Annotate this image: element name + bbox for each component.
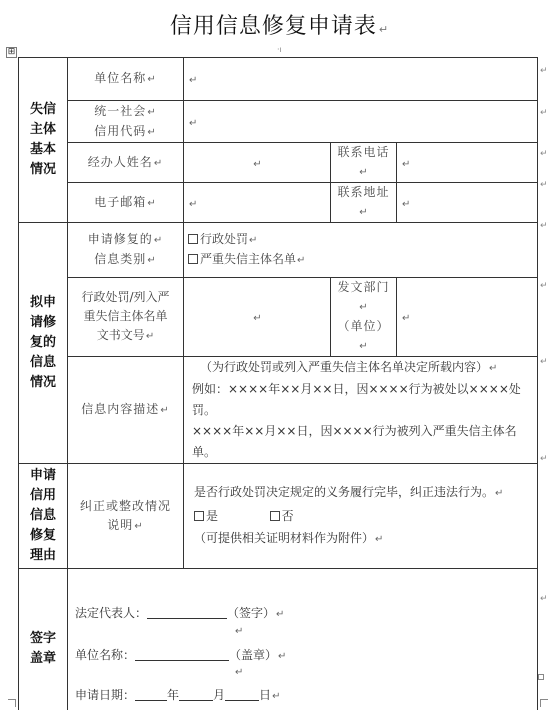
checkbox-icon[interactable] bbox=[188, 254, 198, 264]
option-no[interactable]: 否 bbox=[270, 509, 294, 523]
checkbox-icon[interactable] bbox=[194, 511, 204, 521]
document-number-field[interactable]: ↵ bbox=[184, 278, 331, 357]
table-move-handle-icon[interactable]: ⊞ bbox=[7, 47, 16, 57]
email-label: 电子邮箱↵ bbox=[68, 183, 184, 223]
checkbox-icon[interactable] bbox=[188, 234, 198, 244]
section-label-reason: 申请 信用 信息 修复 理由 bbox=[19, 464, 68, 569]
document-number-label: 行政处罚/列入严 重失信主体名单 文书文号↵ bbox=[68, 278, 184, 357]
option-yes[interactable]: 是 bbox=[194, 509, 218, 523]
address-label: 联系地址↵ bbox=[331, 183, 397, 223]
category-options bbox=[184, 223, 538, 278]
application-form-table bbox=[18, 57, 538, 710]
signature-area: 法定代表人： （签字）↵ ↵ 单位名称： （盖章）↵ ↵ 申请日期： 年 月 日↵ bbox=[68, 569, 538, 710]
application-date-row: 申请日期： 年 月 日↵ bbox=[75, 688, 281, 702]
page-corner-mark bbox=[540, 699, 548, 707]
email-field[interactable]: ↵ bbox=[184, 183, 331, 223]
paragraph-mark: ↵ bbox=[378, 23, 390, 36]
phone-field[interactable]: ↵ bbox=[397, 143, 538, 183]
table-resize-handle-icon[interactable] bbox=[538, 674, 544, 680]
phone-label: 联系电话↵ bbox=[331, 143, 397, 183]
unit-seal-row: 单位名称： （盖章）↵ bbox=[75, 648, 287, 662]
info-description-label: 信息内容描述↵ bbox=[68, 357, 184, 464]
address-field[interactable]: ↵ bbox=[397, 183, 538, 223]
checkbox-icon[interactable] bbox=[270, 511, 280, 521]
issuer-label: 发文部门↵ （单位）↵ bbox=[331, 278, 397, 357]
unit-name-field[interactable]: ↵ bbox=[184, 58, 538, 101]
issuer-field[interactable]: ↵ bbox=[397, 278, 538, 357]
legal-rep-row: 法定代表人： （签字）↵ bbox=[75, 606, 285, 620]
year-field[interactable] bbox=[135, 688, 167, 701]
day-field[interactable] bbox=[225, 688, 259, 701]
section-label-signature: 签字 盖章 bbox=[19, 569, 68, 710]
info-description-field[interactable]: （为行政处罚或列入严重失信主体名单决定所载内容）↵ 例如：××××年××月××日，因××××行为被处以××××处罚。 ××××年××月××日，因××××行为被列入严重失信主体名单。 bbox=[184, 357, 538, 464]
section-label-repair-info: 拟申 请修 复的 信息 情况 bbox=[19, 223, 68, 464]
month-field[interactable] bbox=[179, 688, 213, 701]
agent-name-label: 经办人姓名↵ bbox=[68, 143, 184, 183]
correction-label: 纠正或整改情况 说明↵ bbox=[68, 464, 184, 569]
correction-field: 是否行政处罚决定规定的义务履行完毕，纠正违法行为。↵ 是 否 （可提供相关证明材料作为附件）↵ bbox=[184, 464, 538, 569]
agent-name-field[interactable]: ↵ bbox=[184, 143, 331, 183]
form-title: 信用信息修复申请表 ↵ bbox=[169, 14, 390, 39]
credit-code-label: 统一社会↵ 信用代码↵ bbox=[68, 101, 184, 143]
cursor-mark: ·ı bbox=[277, 45, 282, 54]
option-serious-dishonesty-list[interactable]: 严重失信主体名单↵ bbox=[188, 250, 533, 270]
section-label-subject: 失信 主体 基本 情况 bbox=[19, 58, 68, 223]
unit-name-label: 单位名称↵ bbox=[68, 58, 184, 101]
unit-name-line[interactable] bbox=[135, 648, 229, 661]
page-corner-mark bbox=[8, 699, 16, 707]
legal-rep-signature-line[interactable] bbox=[147, 606, 227, 619]
credit-code-field[interactable]: ↵ bbox=[184, 101, 538, 143]
category-label: 申请修复的↵ 信息类别↵ bbox=[68, 223, 184, 278]
option-administrative-penalty[interactable]: 行政处罚↵ bbox=[188, 230, 533, 250]
